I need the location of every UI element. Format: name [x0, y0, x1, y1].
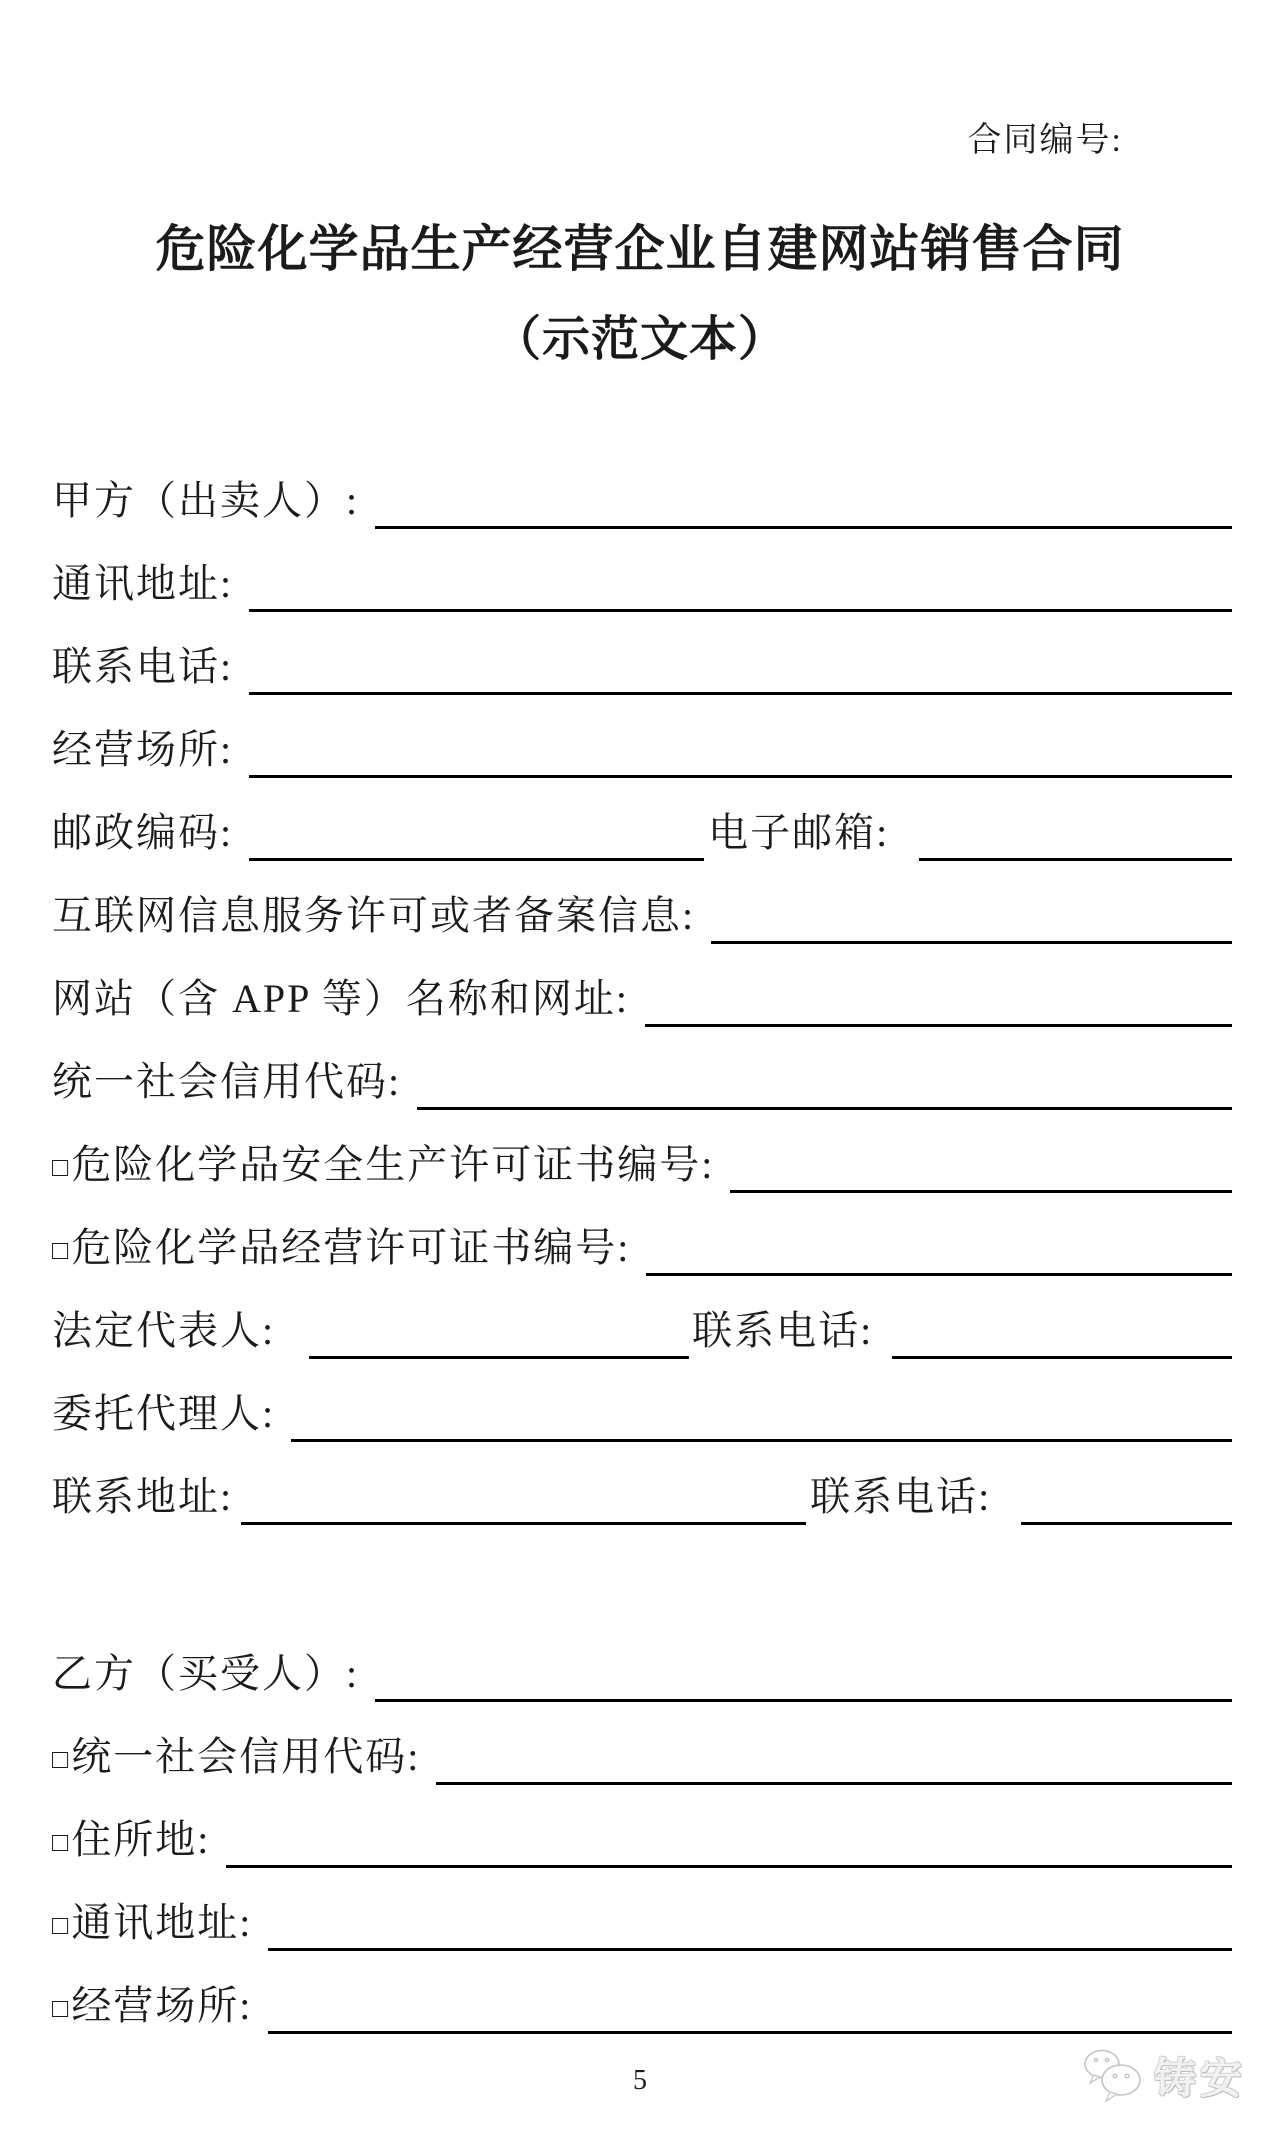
party-a-operation-permit-label: 危险化学品经营许可证书编号: — [71, 1225, 631, 1270]
party-a-premises-blank-line — [249, 775, 1232, 778]
contract-number-label: 合同编号: — [967, 122, 1123, 159]
party-a-legal-representative-blank-line — [309, 1356, 689, 1359]
watermark-text: 铸安 — [1153, 2057, 1246, 2103]
party-a-uscc-blank-line — [417, 1107, 1232, 1110]
checkbox-icon: □ — [52, 1993, 69, 2023]
checkbox-icon: □ — [52, 1152, 69, 1182]
party-a-agent-label: 委托代理人: — [52, 1391, 276, 1436]
row-party-a-agent — [52, 1376, 1232, 1459]
party-a-website-label: 网站（含 APP 等）名称和网址: — [52, 976, 630, 1021]
party-a-icp-info-label: 互联网信息服务许可或者备案信息: — [52, 893, 696, 938]
row-party-b-residence — [52, 1802, 1232, 1885]
party-a-uscc-label: 统一社会信用代码: — [52, 1059, 402, 1104]
row-party-a-mail-address — [52, 546, 1232, 629]
page-number: 5 — [633, 2065, 647, 2096]
party-b-residence-label: 住所地: — [71, 1817, 211, 1862]
party-a-legal-representative-label: 法定代表人: — [52, 1308, 276, 1353]
party-a-operation-permit-blank-line — [646, 1273, 1232, 1276]
party-b-residence-blank-line — [226, 1865, 1232, 1868]
party-a-contact-address-label: 联系地址: — [52, 1474, 234, 1519]
checkbox-icon: □ — [52, 1910, 69, 1940]
row-party-a-icp-info — [52, 878, 1232, 961]
party-a-safety-production-permit-blank-line — [730, 1190, 1232, 1193]
row-party-a-legal-representative — [52, 1293, 1232, 1376]
row-party-a-website — [52, 961, 1232, 1044]
row-party-a-contact-address-phone — [52, 1459, 1232, 1542]
party-a-website-blank-line — [645, 1024, 1232, 1027]
party-a-legal-rep-phone-blank-line — [892, 1356, 1232, 1359]
party-a-legal-rep-phone-label: 联系电话: — [692, 1308, 874, 1353]
row-party-a-phone — [52, 629, 1232, 712]
party-a-phone-blank-line — [249, 692, 1232, 695]
row-party-a-premises — [52, 712, 1232, 795]
party-a-mail-address-blank-line — [249, 609, 1232, 612]
party-b-mail-address-blank-line — [268, 1948, 1232, 1951]
document-title: 危险化学品生产经营企业自建网站销售合同 — [155, 221, 1125, 277]
party-a-safety-production-permit-label: 危险化学品安全生产许可证书编号: — [71, 1142, 715, 1187]
document-subtitle: （示范文本） — [492, 313, 787, 366]
party-a-email-label: 电子邮箱: — [708, 810, 890, 855]
row-party-a-safety-production-permit — [52, 1127, 1232, 1210]
party-a-icp-info-blank-line — [711, 941, 1232, 944]
party-a-phone-label: 联系电话: — [52, 644, 234, 689]
row-party-a-operation-permit — [52, 1210, 1232, 1293]
party-a-name-blank-line — [375, 526, 1232, 529]
party-a-postcode-blank-line — [249, 858, 704, 861]
party-b-name-label: 乙方（买受人）: — [52, 1651, 360, 1696]
party-a-contact-phone-blank-line — [1021, 1522, 1232, 1525]
checkbox-icon: □ — [52, 1744, 69, 1774]
row-party-b-premises — [52, 1968, 1232, 2051]
contract-number-row — [0, 0, 1280, 158]
party-b-name-blank-line — [375, 1699, 1232, 1702]
party-b-premises-blank-line — [268, 2031, 1232, 2034]
row-party-b-name — [52, 1636, 1232, 1719]
row-party-a-postcode-email — [52, 795, 1232, 878]
checkbox-icon: □ — [52, 1235, 69, 1265]
contract-parties-form — [52, 463, 1232, 2051]
party-a-contact-address-blank-line — [241, 1522, 806, 1525]
party-a-email-blank-line — [919, 858, 1232, 861]
party-b-uscc-label: 统一社会信用代码: — [71, 1734, 421, 1779]
party-a-postcode-label: 邮政编码: — [52, 810, 234, 855]
party-a-mail-address-label: 通讯地址: — [52, 561, 234, 606]
chat-bubbles-logo-icon — [1080, 2047, 1146, 2105]
party-a-premises-label: 经营场所: — [52, 727, 234, 772]
checkbox-icon: □ — [52, 1827, 69, 1857]
party-a-agent-blank-line — [291, 1439, 1232, 1442]
party-b-uscc-blank-line — [436, 1782, 1232, 1785]
party-a-contact-phone-label: 联系电话: — [810, 1474, 992, 1519]
row-party-a-name — [52, 463, 1232, 546]
row-party-a-uscc — [52, 1044, 1232, 1127]
row-party-b-uscc — [52, 1719, 1232, 1802]
party-b-premises-label: 经营场所: — [71, 1983, 253, 2028]
watermark — [1080, 2046, 1246, 2106]
party-a-name-label: 甲方（出卖人）: — [52, 478, 360, 523]
row-party-b-mail-address — [52, 1885, 1232, 1968]
party-b-mail-address-label: 通讯地址: — [71, 1900, 253, 1945]
